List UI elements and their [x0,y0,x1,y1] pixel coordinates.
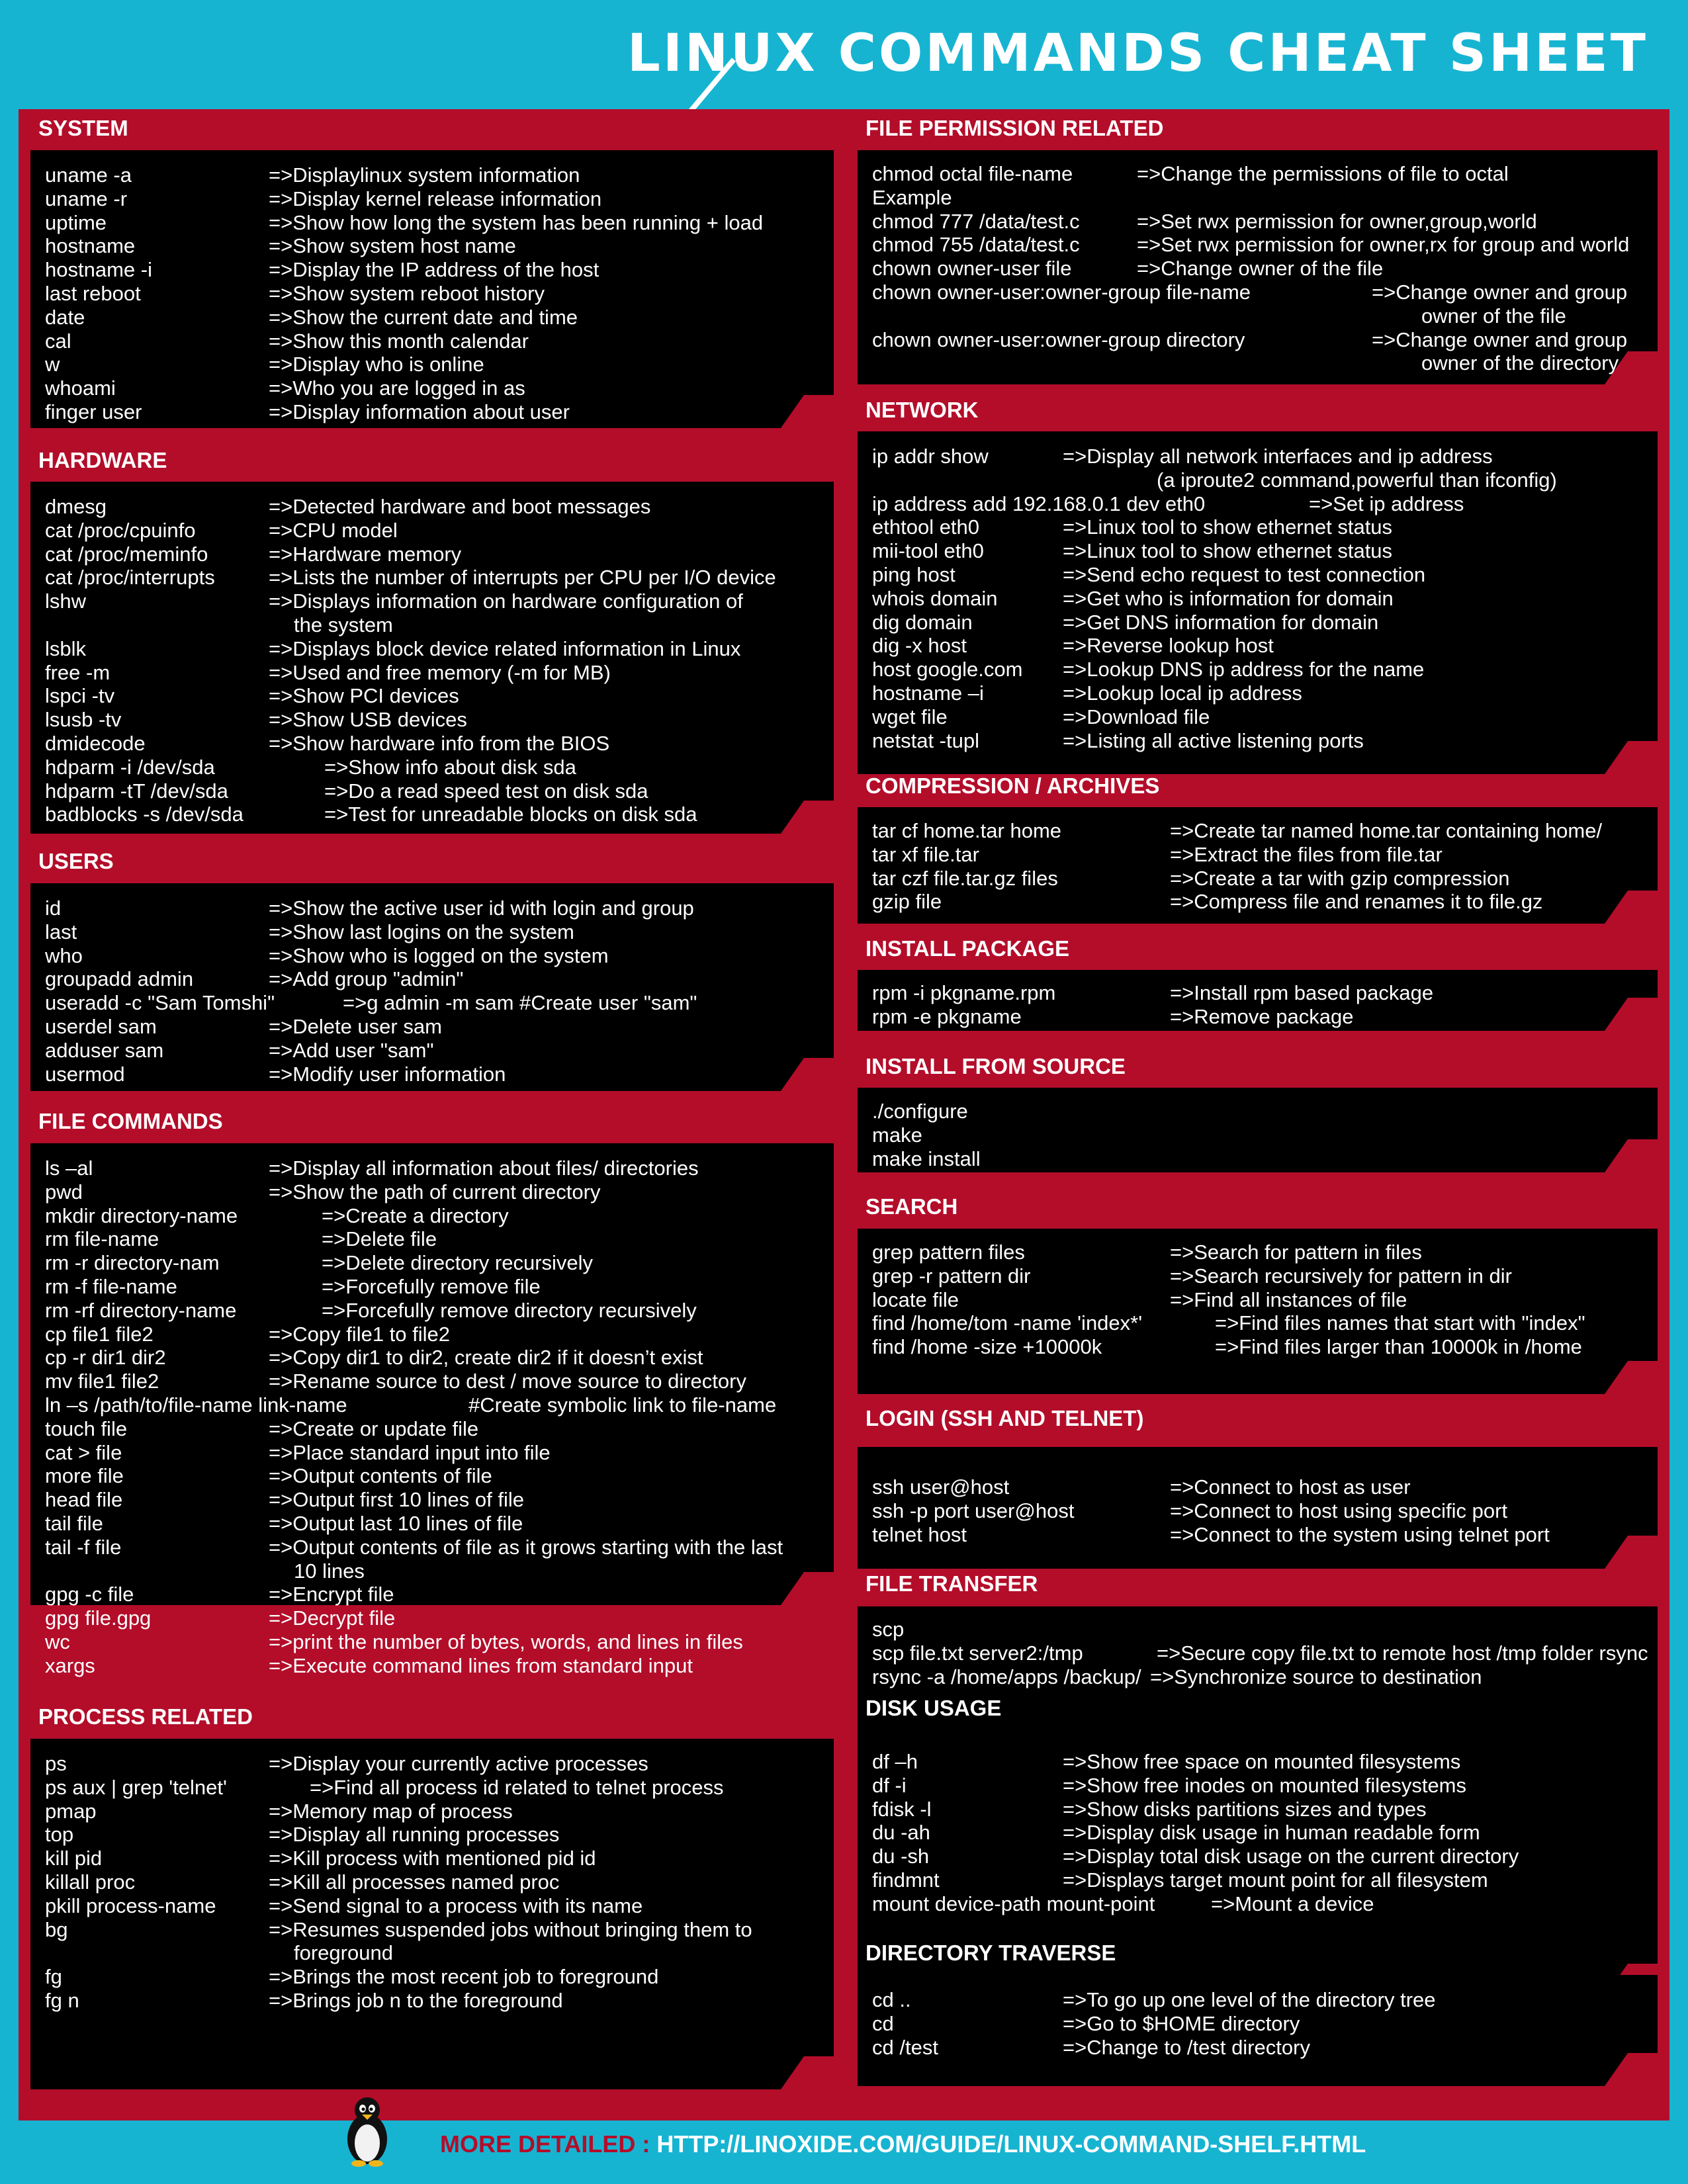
command-description: =>Get who is information for domain [1063,586,1394,610]
section-heading-compression-archives: COMPRESSION / ARCHIVES [866,773,1160,798]
command-description: =>Linux tool to show ethernet status [1063,539,1393,563]
command-text: cd .. [872,1988,911,2011]
section-heading-install-from-source: INSTALL FROM SOURCE [866,1054,1126,1078]
command-text: find /home/tom -name 'index*' [872,1311,1143,1335]
command-description: =>Display all information about files/ directories [269,1157,699,1180]
command-text: date [45,305,85,329]
command-description: =>Set rwx permission for owner,group,world [1137,209,1537,233]
command-description: =>Display all network interfaces and ip address [1063,445,1493,468]
command-text: mv file1 file2 [45,1370,159,1393]
command-text: chown owner-user:owner-group directory [872,328,1245,351]
command-description: =>Display disk usage in human readable form [1063,1821,1480,1845]
command-description: 10 lines [294,1559,365,1583]
command-description: =>Change owner and group [1372,281,1628,304]
command-description: =>Change owner and group [1372,328,1628,351]
command-text: telnet host [872,1522,967,1546]
command-text: tar cf home.tar home [872,819,1062,842]
command-text: lsusb -tv [45,708,122,732]
command-text: useradd -c "Sam Tomshi" [45,991,275,1015]
command-text: ssh user@host [872,1475,1010,1499]
command-description: =>Show who is logged on the system [269,943,609,967]
command-description: =>Used and free memory (-m for MB) [269,660,611,684]
command-description: =>Delete file [322,1227,437,1251]
command-text: df –h [872,1750,918,1773]
command-text: hdparm -tT /dev/sda [45,779,228,803]
command-text: ssh -p port user@host [872,1499,1075,1522]
command-text: cp -r dir1 dir2 [45,1346,166,1370]
command-description: =>Show system reboot history [269,282,545,305]
command-description: =>Synchronize source to destination [1150,1665,1482,1688]
command-description: =>Displays block device related information in Linux [269,636,741,660]
command-text: make install [872,1147,981,1170]
command-description: =>Resumes suspended jobs without bringing them to [269,1917,752,1941]
section-heading-file-commands: FILE COMMANDS [38,1109,223,1133]
command-description: =>Show system host name [269,234,516,258]
command-text: df -i [872,1773,907,1797]
command-description: =>Show the active user id with login and group [269,896,694,920]
command-description: =>Show disks partitions sizes and types [1063,1797,1427,1821]
command-description: owner of the directory [1421,351,1619,375]
command-text: groupadd admin [45,967,194,991]
command-text: findmnt [872,1868,940,1892]
command-text: hdparm -i /dev/sda [45,755,215,779]
command-text: ps aux | grep 'telnet' [45,1775,227,1799]
command-text: cat > file [45,1440,122,1464]
command-description: =>Do a read speed test on disk sda [324,779,648,803]
command-description: =>Forcefully remove directory recursively [322,1298,697,1322]
command-description: =>Lists the number of interrupts per CPU per I/O device [269,566,776,590]
command-text: mount device-path mount-point [872,1892,1155,1915]
command-text: whois domain [872,586,998,610]
command-description: =>Execute command lines from standard input [269,1653,693,1677]
command-description: =>Connect to host using specific port [1170,1499,1508,1522]
command-text: w [45,353,60,376]
command-description: =>Find files names that start with "index" [1215,1311,1585,1335]
command-text: rsync -a /home/apps /backup/ [872,1665,1141,1688]
command-description: =>Rename source to dest / move source to directory [269,1370,746,1393]
command-description: =>Display all running processes [269,1823,560,1847]
command-text: userdel sam [45,1015,157,1038]
command-description: =>Set rwx permission for owner,rx for group and world [1137,233,1630,257]
command-description: =>Send echo request to test connection [1063,563,1426,586]
command-description: =>Brings the most recent job to foreground [269,1965,659,1989]
command-description: =>Create a directory [322,1203,509,1227]
command-text: rpm -i pkgname.rpm [872,981,1056,1004]
section-heading-users: USERS [38,849,114,873]
command-text: dig domain [872,610,973,634]
command-description: =>CPU model [269,518,398,542]
command-description: =>Download file [1063,705,1210,728]
command-description: the system [294,613,393,636]
command-text: hostname -i [45,258,152,282]
command-text: who [45,943,83,967]
command-text: id [45,896,62,920]
command-text: wc [45,1630,70,1653]
command-text: chmod octal file-name [872,162,1073,185]
page-title: LINUX COMMANDS CHEAT SHEET [627,24,1648,83]
command-text: ln –s /path/to/file-name link-name [45,1393,347,1417]
command-text: uname -r [45,187,128,210]
command-description: =>Modify user information [269,1062,506,1086]
command-description: =>Lookup local ip address [1063,681,1302,705]
command-text: scp file.txt server2:/tmp [872,1641,1083,1665]
command-text: ip addr show [872,445,989,468]
command-text: rm -r directory-nam [45,1251,220,1275]
command-text: adduser sam [45,1038,164,1062]
command-description: =>print the number of bytes, words, and lines in files [269,1630,743,1653]
command-description: =>Show hardware info from the BIOS [269,732,610,755]
command-text: killall proc [45,1870,136,1894]
command-text: ./configure [872,1100,968,1123]
command-description: =>Copy dir1 to dir2, create dir2 if it doesn’t exist [269,1346,703,1370]
command-description: =>Memory map of process [269,1799,513,1823]
command-description: =>Output contents of file as it grows starting with the last [269,1535,783,1559]
command-description: =>Connect to host as user [1170,1475,1411,1499]
command-text: find /home -size +10000k [872,1335,1102,1359]
command-description: =>Create a tar with gzip compression [1170,866,1510,890]
command-description: =>Display your currently active processes [269,1752,648,1775]
command-text: pwd [45,1180,83,1203]
command-text: grep pattern files [872,1241,1025,1264]
cheat-sheet-frame [19,109,1669,2120]
command-text: locate file [872,1288,959,1311]
command-description: =>Get DNS information for domain [1063,610,1379,634]
command-description: =>Send signal to a process with its name [269,1894,643,1917]
footer-label: MORE DETAILED : [440,2130,650,2158]
command-description: =>Install rpm based package [1170,981,1434,1004]
command-description: =>Change owner of the file [1137,257,1384,281]
section-heading-network: NETWORK [866,398,979,422]
command-text: dmesg [45,495,107,518]
command-text: cal [45,329,71,353]
command-text: tail -f file [45,1535,122,1559]
command-description: =>Add user "sam" [269,1038,434,1062]
command-description: =>Search recursively for pattern in dir [1170,1264,1512,1288]
command-description: (a iproute2 command,powerful than ifconfig) [1157,468,1557,492]
section-heading-process-related: PROCESS RELATED [38,1704,253,1729]
command-description: =>Hardware memory [269,542,462,566]
command-text: ps [45,1752,67,1775]
command-text: hostname [45,234,136,258]
section-heading-disk-usage: DISK USAGE [866,1696,1002,1720]
command-description: =>Find files larger than 10000k in /home [1215,1335,1582,1359]
command-description: =>Displays target mount point for all filesystem [1063,1868,1488,1892]
command-text: finger user [45,400,142,423]
command-description: =>Kill process with mentioned pid id [269,1847,596,1870]
command-text: ethtool eth0 [872,515,980,539]
command-text: cd /test [872,2035,938,2059]
command-text: badblocks -s /dev/sda [45,803,244,826]
command-description: =>Find all instances of file [1170,1288,1407,1311]
command-text: usermod [45,1062,125,1086]
command-text: lsblk [45,636,87,660]
command-description: =>Show PCI devices [269,684,459,708]
command-description: =>Displaylinux system information [269,163,580,187]
command-description: =>Place standard input into file [269,1440,551,1464]
command-text: wget file [872,705,948,728]
command-description: =>Show this month calendar [269,329,529,353]
command-text: pmap [45,1799,97,1823]
command-description: =>Delete directory recursively [322,1251,594,1275]
section-heading-install-package: INSTALL PACKAGE [866,936,1070,961]
section-heading-system: SYSTEM [38,116,128,140]
command-text: fg n [45,1989,79,2012]
command-text: tar czf file.tar.gz files [872,866,1058,890]
command-text: tar xf file.tar [872,842,979,866]
command-description: =>Show free inodes on mounted filesystems [1063,1773,1467,1797]
command-text: dmidecode [45,732,146,755]
command-description: #Create symbolic link to file-name [468,1393,777,1417]
command-description: =>Encrypt file [269,1583,394,1606]
command-text: rpm -e pkgname [872,1004,1022,1028]
command-description: =>Extract the files from file.tar [1170,842,1443,866]
command-text: scp [872,1618,905,1641]
command-text: hostname –i [872,681,984,705]
command-description: =>Remove package [1170,1004,1354,1028]
command-description: =>Displays information on hardware configuration of [269,590,743,613]
command-description: =>Secure copy file.txt to remote host /tmp folder rsync [1157,1641,1648,1665]
command-text: kill pid [45,1847,103,1870]
command-description: =>Forcefully remove file [322,1275,541,1298]
command-text: top [45,1823,74,1847]
command-description: =>Set ip address [1309,492,1464,515]
command-description: =>Connect to the system using telnet port [1170,1522,1550,1546]
command-text: grep -r pattern dir [872,1264,1031,1288]
command-description: =>Show how long the system has been running + load [269,210,764,234]
command-text: xargs [45,1653,95,1677]
command-description: =>Add group "admin" [269,967,464,991]
section-heading-hardware: HARDWARE [38,448,167,472]
command-text: Example [872,185,952,209]
command-description: =>Show free space on mounted filesystems [1063,1750,1461,1773]
command-text: touch file [45,1417,128,1440]
section-heading-login: LOGIN (SSH AND TELNET) [866,1406,1144,1430]
command-text: fdisk -l [872,1797,932,1821]
command-text: fg [45,1965,62,1989]
command-description: =>Output last 10 lines of file [269,1512,523,1535]
command-description: =>Listing all active listening ports [1063,728,1364,752]
command-description: =>Change the permissions of file to octal [1137,162,1509,185]
command-description: =>Compress file and renames it to file.gz [1170,890,1543,914]
command-description: =>Kill all processes named proc [269,1870,560,1894]
command-text: cat /proc/cpuinfo [45,518,196,542]
section-heading-directory-traverse: DIRECTORY TRAVERSE [866,1941,1116,1965]
command-description: =>Show USB devices [269,708,467,732]
command-text: whoami [45,376,116,400]
command-text: chown owner-user file [872,257,1072,281]
command-text: ip address add 192.168.0.1 dev eth0 [872,492,1206,515]
command-text: cat /proc/meminfo [45,542,208,566]
command-text: cat /proc/interrupts [45,566,215,590]
command-text: chown owner-user:owner-group file-name [872,281,1251,304]
command-text: chmod 755 /data/test.c [872,233,1080,257]
command-description: =>Output contents of file [269,1464,492,1488]
command-text: ping host [872,563,955,586]
command-text: pkill process-name [45,1894,216,1917]
command-description: =>Change to /test directory [1063,2035,1310,2059]
command-description: =>Brings job n to the foreground [269,1989,563,2012]
command-text: lshw [45,590,87,613]
command-description: =>Output first 10 lines of file [269,1488,524,1512]
penguin-icon [344,2094,390,2167]
command-text: lspci -tv [45,684,115,708]
command-description: =>Show last logins on the system [269,920,574,943]
command-text: more file [45,1464,124,1488]
command-text: head file [45,1488,123,1512]
command-description: =>Go to $HOME directory [1063,2011,1300,2035]
command-text: gpg -c file [45,1583,134,1606]
section-heading-file-transfer: FILE TRANSFER [866,1571,1038,1596]
command-text: last [45,920,77,943]
command-description: =>Show the path of current directory [269,1180,601,1203]
command-description: =>g admin -m sam #Create user "sam" [343,991,697,1015]
command-description: =>Create tar named home.tar containing home/ [1170,819,1603,842]
command-description: =>To go up one level of the directory tree [1063,1988,1436,2011]
command-description: =>Reverse lookup host [1063,634,1274,658]
command-text: cd [872,2011,894,2035]
command-description: =>Create or update file [269,1417,479,1440]
command-description: =>Display kernel release information [269,187,602,210]
command-text: gzip file [872,890,942,914]
command-description: =>Display who is online [269,353,484,376]
section-heading-search: SEARCH [866,1194,958,1219]
command-text: tail file [45,1512,103,1535]
command-text: uname -a [45,163,132,187]
command-text: host google.com [872,658,1023,681]
command-description: =>Linux tool to show ethernet status [1063,515,1393,539]
command-text: bg [45,1917,68,1941]
command-description: =>Search for pattern in files [1170,1241,1422,1264]
command-description: =>Decrypt file [269,1606,396,1630]
footer-url-link[interactable]: HTTP://LINOXIDE.COM/GUIDE/LINUX-COMMAND-SHELF.HTML [656,2130,1366,2158]
command-description: =>Display information about user [269,400,570,423]
command-text: rm file-name [45,1227,159,1251]
command-text: dig -x host [872,634,967,658]
footer [440,2130,1366,2158]
command-description: =>Lookup DNS ip address for the name [1063,658,1425,681]
command-description: =>Mount a device [1211,1892,1374,1915]
command-text: du -ah [872,1821,930,1845]
command-description: =>Who you are logged in as [269,376,525,400]
section-heading-file-permission-related: FILE PERMISSION RELATED [866,116,1164,140]
command-text: chmod 777 /data/test.c [872,209,1080,233]
command-text: make [872,1123,922,1147]
command-description: =>Show info about disk sda [324,755,576,779]
command-text: mkdir directory-name [45,1203,238,1227]
command-description: =>Copy file1 to file2 [269,1322,451,1346]
command-description: =>Test for unreadable blocks on disk sda [324,803,697,826]
command-description: =>Detected hardware and boot messages [269,495,651,518]
command-text: cp file1 file2 [45,1322,154,1346]
command-description: =>Display the IP address of the host [269,258,600,282]
command-text: mii-tool eth0 [872,539,984,563]
command-description: =>Show the current date and time [269,305,578,329]
command-text: rm -rf directory-name [45,1298,237,1322]
command-description: owner of the file [1421,304,1566,328]
command-text: free -m [45,660,111,684]
command-text: rm -f file-name [45,1275,177,1298]
command-description: foreground [294,1941,393,1965]
command-text: du -sh [872,1845,930,1868]
command-text: last reboot [45,282,141,305]
command-text: uptime [45,210,107,234]
command-text: netstat -tupl [872,728,979,752]
command-description: =>Find all process id related to telnet process [310,1775,724,1799]
command-text: ls –al [45,1157,93,1180]
command-description: =>Display total disk usage on the current directory [1063,1845,1519,1868]
command-description: =>Delete user sam [269,1015,442,1038]
command-text: gpg file.gpg [45,1606,152,1630]
